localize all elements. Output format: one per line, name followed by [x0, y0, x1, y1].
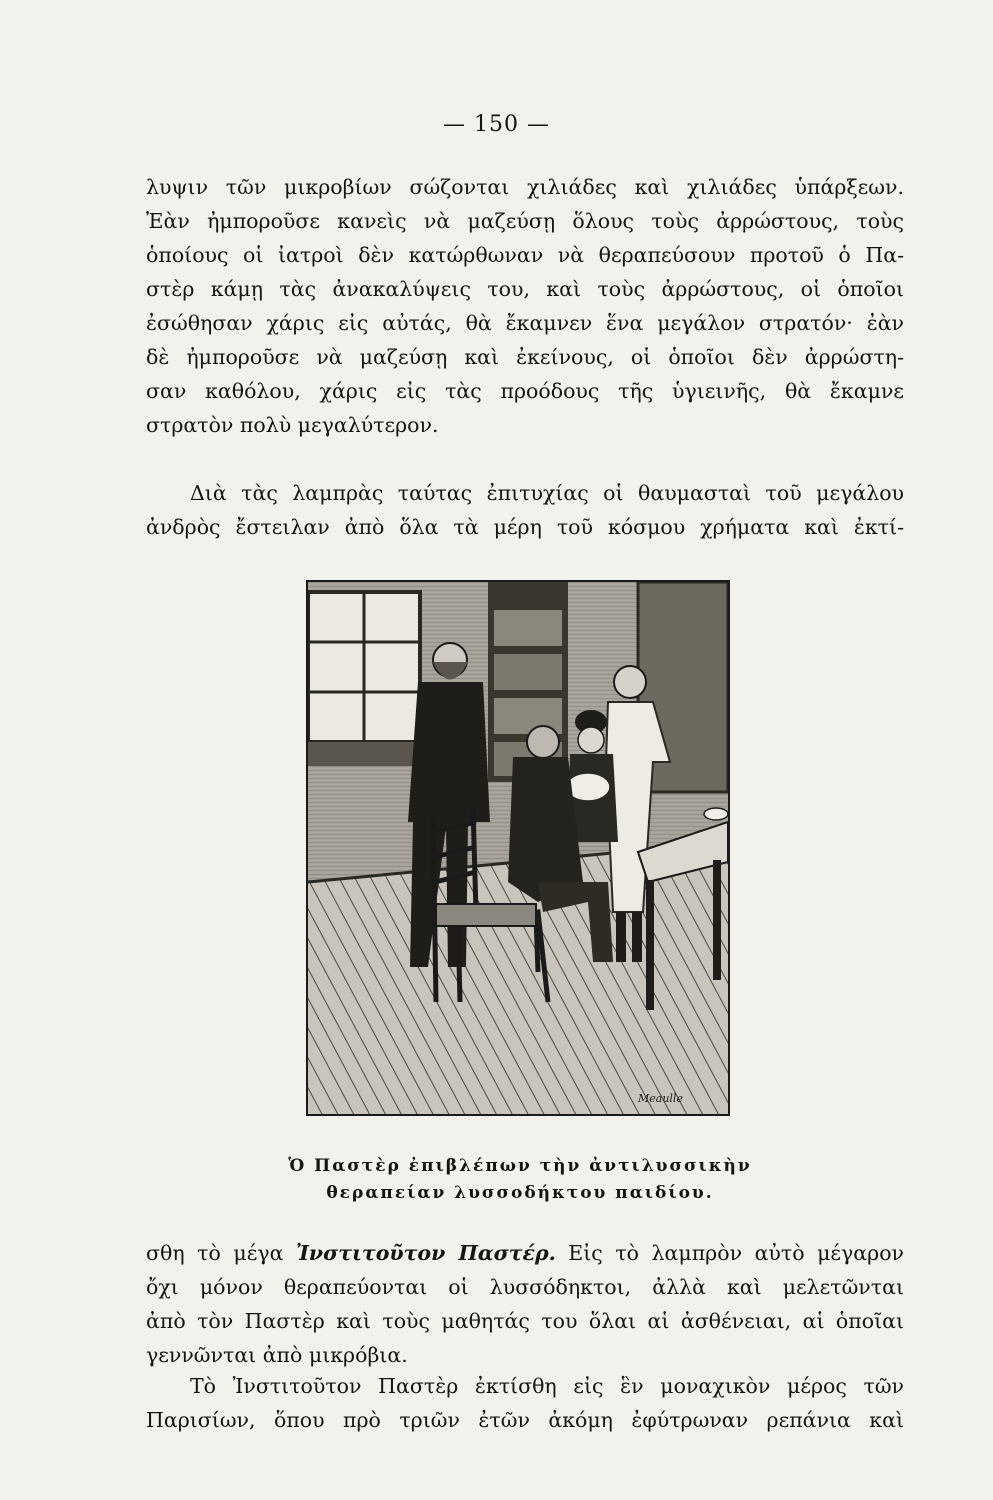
- paragraph-1: [146, 170, 904, 442]
- artist-signature: Meaulle: [638, 1092, 683, 1105]
- text-line: στρατὸν πολὺ μεγαλύτερον.: [146, 413, 439, 437]
- page-number: — 150 —: [443, 112, 550, 137]
- text-line: ὁποίους οἱ ἰατροὶ δὲν κατώρθωναν νὰ θεραπεύσουν προτοῦ ὁ Πα-: [146, 243, 904, 267]
- institute-name-emphasis: Ἰνστιτοῦτον Παστέρ.: [295, 1241, 556, 1265]
- paragraph-2: [146, 476, 904, 544]
- text-line: δὲ ἠμποροῦσε νὰ μαζεύσῃ καὶ ἐκείνους, οἱ ὁποῖοι δὲν ἀρρώστη-: [146, 345, 904, 369]
- text-line: ἀπὸ τὸν Παστὲρ καὶ τοὺς μαθητάς του ὅλαι αἱ ἀσθένειαι, αἱ ὁποῖαι: [146, 1309, 904, 1333]
- paragraph-3: [146, 1236, 904, 1372]
- engraving-illustration: [306, 580, 730, 1116]
- text-line: ἐσώθησαν χάρις εἰς αὐτάς, θὰ ἔκαμνεν ἕνα μεγάλον στρατόν· ἐὰν: [146, 311, 904, 335]
- text-line: Τὸ Ἰνστιτοῦτον Παστὲρ ἐκτίσθη εἰς ἓν μοναχικὸν μέρος τῶν: [190, 1374, 904, 1398]
- paragraph-4: [146, 1369, 904, 1437]
- caption-line-1: Ὁ Παστὲρ ἐπιβλέπων τὴν ἀντιλυσσικὴν: [288, 1156, 752, 1176]
- caption-line-2: θεραπείαν λυσσοδήκτου παιδίου.: [326, 1183, 714, 1203]
- text-line: σαν καθόλου, χάρις εἰς τὰς προόδους τῆς ὑγιεινῆς, θὰ ἔκαμνε: [146, 379, 904, 403]
- text-line: Ἐὰν ἠμποροῦσε κανεὶς νὰ μαζεύσῃ ὅλους τοὺς ἀρρώστους, τοὺς: [146, 209, 904, 233]
- text-fragment: σθη τὸ μέγα: [146, 1241, 296, 1265]
- text-fragment: Εἰς τὸ λαμπρὸν αὐτὸ μέγαρον: [555, 1241, 905, 1265]
- text-line: στὲρ κάμῃ τὰς ἀνακαλύψεις του, καὶ τοὺς ἀρρώστους, οἱ ὁποῖοι: [146, 277, 904, 301]
- text-line: [146, 1236, 904, 1270]
- text-line: ὄχι μόνον θεραπεύονται οἱ λυσσόδηκτοι, ἀλλὰ καὶ μελετῶνται: [146, 1275, 904, 1299]
- text-line: λυψιν τῶν μικροβίων σώζονται χιλιάδες καὶ χιλιάδες ὑπάρξεων.: [146, 175, 904, 199]
- text-line: ἀνδρὸς ἔστειλαν ἀπὸ ὅλα τὰ μέρη τοῦ κόσμου χρήματα καὶ ἐκτί-: [146, 515, 904, 539]
- text-line: Παρισίων, ὅπου πρὸ τριῶν ἐτῶν ἀκόμη ἐφύτρωναν ρεπάνια καὶ: [146, 1408, 904, 1432]
- text-line: Διὰ τὰς λαμπρὰς ταύτας ἐπιτυχίας οἱ θαυμασταὶ τοῦ μεγάλου: [190, 481, 904, 505]
- pasteur-treatment-engraving: [308, 582, 728, 1114]
- text-line: γεννῶνται ἀπὸ μικρόβια.: [146, 1343, 408, 1367]
